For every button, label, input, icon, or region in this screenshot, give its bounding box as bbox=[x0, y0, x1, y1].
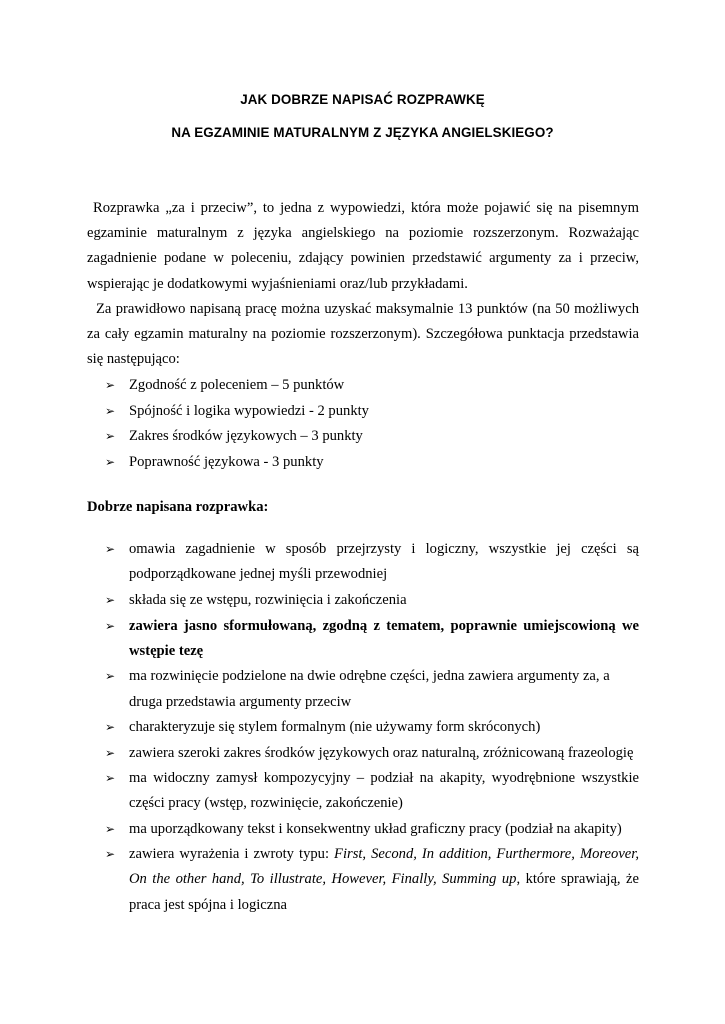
list-item bbox=[105, 537, 639, 588]
feature-text: zawiera szeroki zakres środków językowych oraz naturalną, zróżnicowaną frazeologię bbox=[129, 744, 634, 761]
feature-text: omawia zagadnienie w sposób przejrzysty i logiczny, wszystkie jej części są bbox=[129, 541, 639, 557]
arrow-bullet-icon: ➢ bbox=[105, 454, 116, 469]
feature-text: składa się ze wstępu, rozwinięcia i zakończenia bbox=[129, 592, 407, 609]
arrow-bullet-icon: ➢ bbox=[105, 847, 116, 862]
arrow-bullet-icon: ➢ bbox=[105, 429, 116, 444]
document-title-line-1: JAK DOBRZE NAPISAĆ ROZPRAWKĘ bbox=[240, 92, 485, 107]
points-paragraph bbox=[87, 297, 639, 373]
points-line: Za prawidłowo napisaną pracę można uzyskać maksymalnie 13 punktów (na 50 możliwych bbox=[96, 301, 639, 317]
intro-line: zagadnienie podane w poleceniu, zdający powinien przedstawić argumenty za i przeciw, bbox=[87, 250, 639, 267]
list-item bbox=[105, 664, 639, 715]
points-line: za cały egzamin maturalny na poziomie rozszerzonym). Szczegółowa punktacja przedstawia bbox=[87, 326, 639, 343]
list-item bbox=[105, 399, 369, 425]
feature-text: praca jest spójna i logiczna bbox=[129, 896, 288, 913]
feature-text: ma widoczny zamysł kompozycyjny – podział na akapity, wyodrębnione wszystkie bbox=[129, 769, 639, 786]
arrow-bullet-icon: ➢ bbox=[105, 821, 116, 836]
feature-text: charakteryzuje się stylem formalnym (nie używamy form skróconych) bbox=[129, 719, 541, 736]
list-item bbox=[105, 373, 369, 399]
features-list bbox=[105, 537, 639, 918]
scoring-item-text: Spójność i logika wypowiedzi - 2 punkty bbox=[129, 402, 369, 419]
feature-text: ma rozwinięcie podzielone na dwie odrębne części, jedna zawiera argumenty za, a bbox=[129, 668, 610, 685]
feature-text: zawiera jasno sformułowaną, zgodną z tematem, poprawnie umiejscowioną we bbox=[129, 617, 639, 634]
arrow-bullet-icon: ➢ bbox=[105, 720, 116, 735]
list-item bbox=[105, 424, 369, 450]
arrow-bullet-icon: ➢ bbox=[105, 669, 116, 684]
arrow-bullet-icon: ➢ bbox=[105, 770, 116, 785]
feature-text: , które sprawiają, że bbox=[516, 871, 639, 888]
list-item bbox=[105, 450, 369, 476]
intro-line: Rozprawka „za i przeciw”, to jedna z wypowiedzi, która może pojawić się na pisemnym bbox=[93, 200, 639, 216]
list-item bbox=[105, 766, 639, 817]
feature-text: wstępie tezę bbox=[129, 642, 204, 659]
list-item bbox=[105, 614, 639, 665]
list-item bbox=[105, 842, 639, 918]
list-item bbox=[105, 817, 639, 842]
document-title-line-2: NA EGZAMINIE MATURALNYM Z JĘZYKA ANGIELSKIEGO? bbox=[171, 125, 554, 140]
list-item bbox=[105, 741, 639, 766]
scoring-item-text: Zgodność z poleceniem – 5 punktów bbox=[129, 377, 345, 393]
intro-paragraph bbox=[87, 196, 639, 297]
feature-text: zawiera wyrażenia i zwroty typu: bbox=[129, 846, 330, 863]
feature-text: podporządkowane jednej myśli przewodniej bbox=[129, 566, 388, 583]
scoring-list bbox=[105, 373, 369, 475]
list-item bbox=[105, 588, 639, 613]
feature-text-line bbox=[129, 842, 639, 867]
feature-text-line bbox=[129, 867, 639, 892]
arrow-bullet-icon: ➢ bbox=[105, 378, 116, 392]
feature-text-italic: On the other hand, To illustrate, However, Finally, Summing up bbox=[129, 871, 517, 888]
list-item bbox=[105, 715, 639, 740]
arrow-bullet-icon: ➢ bbox=[105, 593, 116, 608]
feature-text: ma uporządkowany tekst i konsekwentny układ graficzny pracy (podział na akapity) bbox=[129, 820, 622, 837]
points-line: się następująco: bbox=[87, 351, 180, 368]
arrow-bullet-icon: ➢ bbox=[105, 542, 116, 556]
scoring-item-text: Poprawność językowa - 3 punkty bbox=[129, 453, 324, 470]
feature-text: druga przedstawia argumenty przeciw bbox=[129, 693, 352, 710]
section-heading: Dobrze napisana rozprawka: bbox=[87, 499, 269, 515]
intro-line: egzaminie maturalnym z języka angielskiego na poziomie rozszerzonym. Rozważając bbox=[87, 225, 639, 242]
arrow-bullet-icon: ➢ bbox=[105, 745, 116, 760]
intro-line: wspierając je dodatkowymi wyjaśnieniami oraz/lub przykładami. bbox=[87, 275, 468, 292]
feature-text-italic: First, Second, In addition, Furthermore, Moreover, bbox=[334, 846, 639, 863]
scoring-item-text: Zakres środków językowych – 3 punkty bbox=[129, 428, 363, 445]
arrow-bullet-icon: ➢ bbox=[105, 618, 116, 633]
arrow-bullet-icon: ➢ bbox=[105, 403, 116, 418]
feature-text: części pracy (wstęp, rozwinięcie, zakończenie) bbox=[129, 795, 403, 812]
